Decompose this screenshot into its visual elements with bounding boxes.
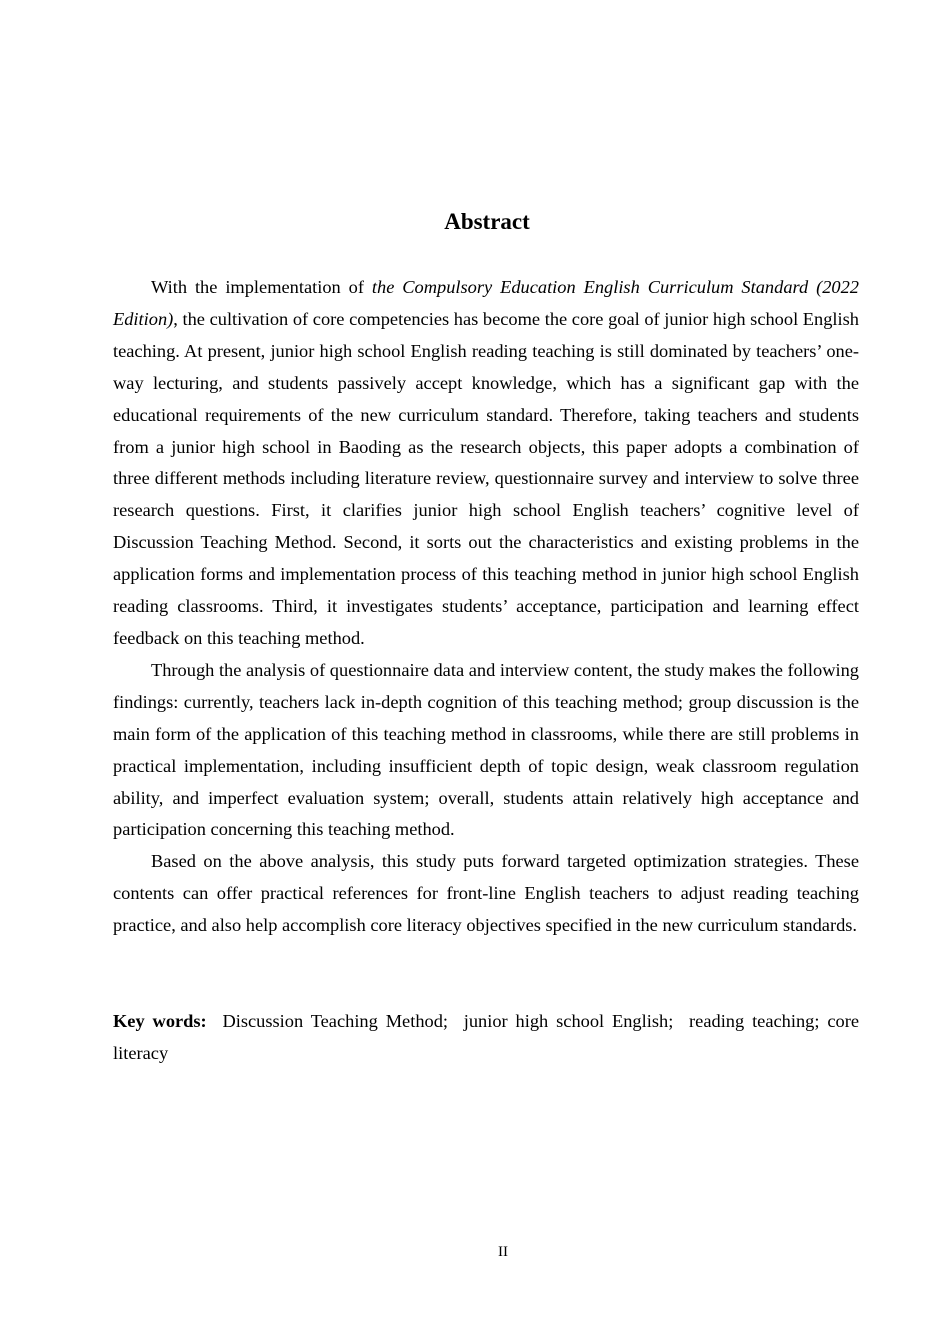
curriculum-standard-citation: the Compulsory Education English Curriculum Standard (2022 Edition) — [113, 277, 860, 329]
abstract-paragraph-3: Based on the above analysis, this study puts forward targeted optimization strategies. These contents can offer practical references for front-line English teachers to adjust reading teaching practice, and also help accomplish core literacy objectives specified in the new curriculum standards. — [113, 851, 859, 936]
page-number: II — [498, 1244, 508, 1260]
abstract-body — [113, 272, 859, 942]
abstract-paragraph-2: Through the analysis of questionnaire data and interview content, the study makes the following findings: currently, teachers lack in-depth cognition of this teaching method; group discussion is the main form of the application of this teaching method in classrooms, while there are still problems in practical implementation, including insufficient depth of topic design, weak classroom regulation ability, and imperfect evaluation system; overall, students attain relatively high acceptance and participation concerning this teaching method. — [113, 659, 859, 840]
keywords-label: Key words: — [113, 1011, 207, 1031]
paragraph-1-rest: , the cultivation of core competencies has become the core goal of junior high school English teaching. At present, junior high school English reading teaching is still dominated by teachers’ one-way lecturing, and students passively accept knowledge, which has a significant gap with the educational requirements of the new curriculum standard. Therefore, taking teachers and students from a junior high school in Baoding as the research objects, this paper adopts a combination of three different methods including literature review, questionnaire survey and interview to solve three research questions. First, it clarifies junior high school English teachers’ cognitive level of Discussion Teaching Method. Second, it sorts out the characteristics and existing problems in the application forms and implementation process of this teaching method in junior high school English reading classrooms. Third, it investigates students’ acceptance, participation and learning effect feedback on this teaching method. — [113, 308, 859, 648]
paragraph-1-intro: With the implementation of — [151, 277, 372, 297]
abstract-title: Abstract — [444, 209, 530, 234]
abstract-paragraph-1 — [113, 272, 859, 655]
keywords-text: Discussion Teaching Method; junior high school English; reading teaching; core literacy — [113, 1011, 864, 1063]
keywords-line — [113, 1006, 864, 1070]
